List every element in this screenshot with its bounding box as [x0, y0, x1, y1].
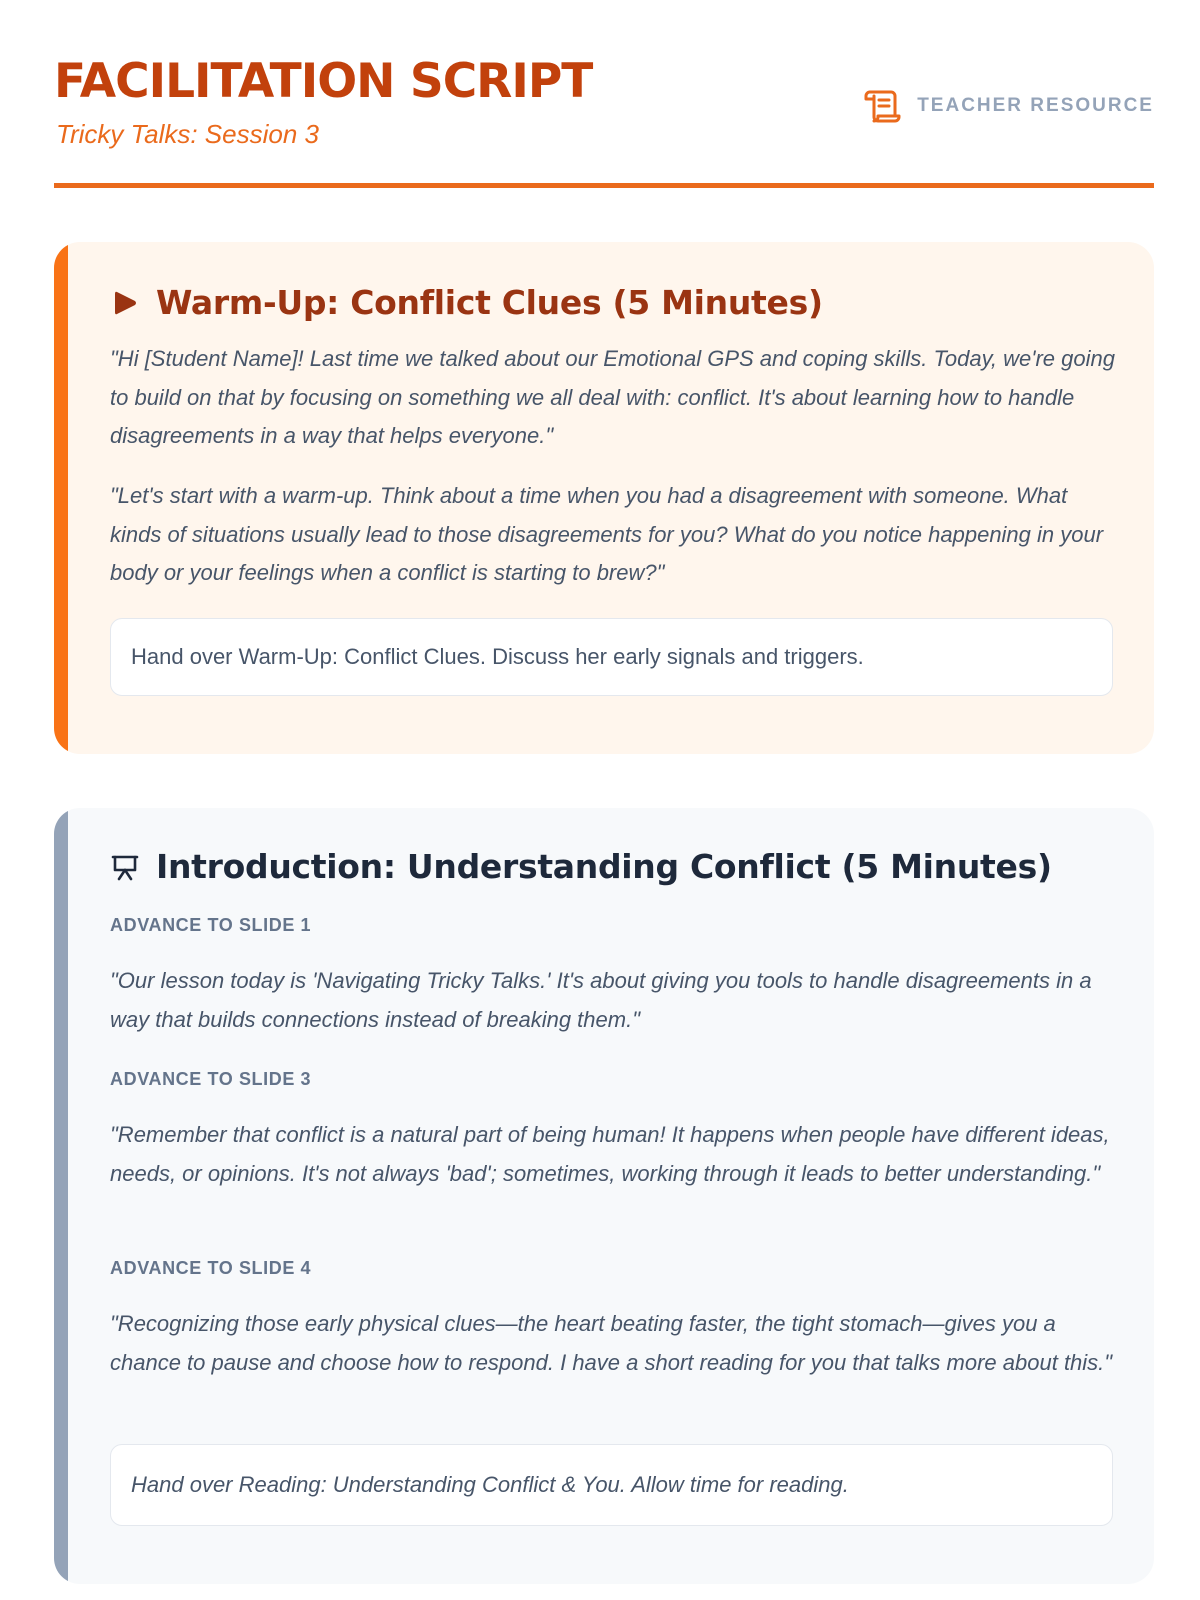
page-subtitle: Tricky Talks: Session 3: [56, 119, 319, 149]
facilitation-page: [54, 0, 1154, 1600]
scroll-icon: [863, 87, 901, 125]
slide-cue: ADVANCE TO SLIDE 3: [110, 1069, 312, 1089]
introduction-script: "Our lesson today is 'Navigating Tricky Talks.' It's about giving you tools to handle disagreements in a way that builds connections instead of breaking them.": [110, 968, 1092, 1032]
introduction-heading: [110, 846, 1052, 888]
warmup-script-1: "Hi [Student Name]! Last time we talked about our Emotional GPS and coping skills. Today, we're going to build on that by focusing on something we all deal with: conflict. It's about learning how to handle disagreements in a way that helps everyone.": [110, 346, 1115, 448]
warmup-section: [54, 242, 1154, 754]
warmup-heading: [110, 282, 823, 324]
introduction-title: Introduction: Understanding Conflict (5 Minutes): [156, 847, 1052, 886]
introduction-facilitator-note: Hand over Reading: Understanding Conflict & You. Allow time for reading.: [110, 1444, 1113, 1526]
page-title: FACILITATION SCRIPT: [54, 54, 593, 109]
presentation-icon: [110, 852, 140, 882]
introduction-section: [54, 808, 1154, 1584]
slide-cue: ADVANCE TO SLIDE 4: [110, 1258, 312, 1278]
warmup-script-2: "Let's start with a warm-up. Think about a time when you had a disagreement with someone. What kinds of situations usually lead to those disagreements for you? What do you notice happening in your body or your feelings when a conflict is starting to brew?": [110, 483, 1104, 585]
warmup-facilitator-note: Hand over Warm-Up: Conflict Clues. Discuss her early signals and triggers.: [110, 618, 1113, 696]
introduction-script: "Remember that conflict is a natural part of being human! It happens when people have different ideas, needs, or opinions. It's not always 'bad'; sometimes, working through it leads to better understanding.": [110, 1122, 1110, 1186]
teacher-resource-label: TEACHER RESOURCE: [917, 95, 1154, 116]
warmup-title: Warm-Up: Conflict Clues (5 Minutes): [156, 283, 823, 322]
introduction-script: "Recognizing those early physical clues—the heart beating faster, the tight stomach—gives you a chance to pause and choose how to respond. I have a short reading for you that talks more about this.": [110, 1311, 1113, 1375]
page-header: [54, 52, 1154, 188]
teacher-resource-tag: [863, 86, 1154, 126]
play-icon: [110, 288, 140, 318]
slide-cue: ADVANCE TO SLIDE 1: [110, 915, 312, 935]
